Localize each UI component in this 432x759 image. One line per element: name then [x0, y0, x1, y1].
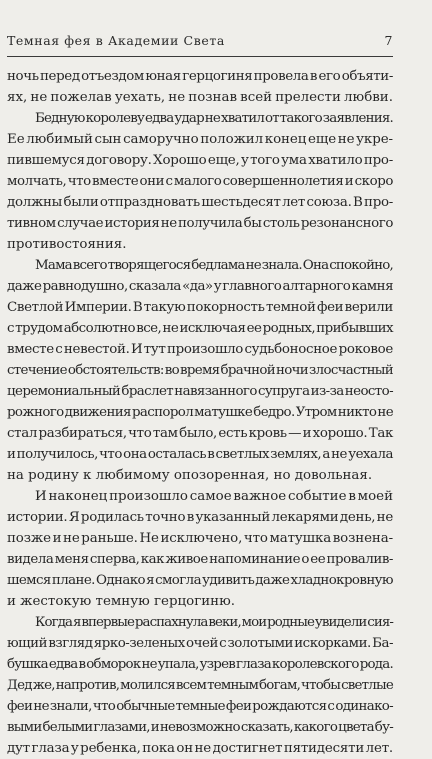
- text-line: феи не знали, что обычные темные феи рождаются с одинако-: [7, 699, 393, 714]
- running-head: [7, 33, 393, 51]
- text-line: Ее любимый сын саморучно положил конец еще не укре-: [7, 132, 393, 147]
- text-line: даже равнодушно, сказала «да» у главного алтарного камня: [7, 279, 393, 294]
- text-line: и получилось, что она осталась в светлых землях, а не уехала: [7, 447, 393, 462]
- text-line: Когда я впервые распахнула веки, мои родные увидели сия-: [35, 615, 393, 630]
- text-line: Светлой Империи. В такую покорность темной феи верили: [7, 300, 393, 315]
- text-line: дут глаза у ребенка, пока он не достигнет пятидесяти лет.: [7, 741, 393, 756]
- text-line: стал разбираться, что там было, есть кровь — и хорошо. Так: [7, 426, 393, 441]
- body-text: [7, 66, 393, 759]
- text-line: бушка едва в обморок не упала, узрев глаза королевского рода.: [7, 657, 393, 672]
- header-rule: [7, 56, 393, 57]
- text-line: позже и не раньше. Не исключено, что матушка вознена-: [7, 531, 393, 546]
- text-line: ях, не пожелав уехать, не познав всей прелести любви.: [7, 90, 393, 105]
- page-number: 7: [384, 33, 393, 48]
- text-line: пившемуся договору. Хорошо еще, у того ума хватило про-: [7, 153, 393, 168]
- text-line: молчать, что вместе они с малого совершеннолетия и скоро: [7, 174, 393, 189]
- running-head-title: Темная фея в Академии Света: [7, 33, 225, 48]
- text-line: Мама всего творящегося бедлама не знала. Она спокойно,: [35, 258, 393, 273]
- text-line: тивном случае история не получила бы столь резонансного: [7, 216, 393, 231]
- text-line: и жестокую темную герцогиню.: [7, 594, 235, 609]
- text-line: ночь перед отъездом юная герцогиня провела в его объяти-: [7, 69, 393, 84]
- text-line: ющий взгляд ярко-зеленых очей с золотыми искорками. Ба-: [7, 636, 394, 651]
- text-line: И наконец произошло самое важное событие в моей: [35, 489, 393, 504]
- text-line: видела меня сперва, как живое напоминание о ее провалив-: [7, 552, 393, 567]
- text-line: стечение обстоятельств: во время брачной ночи злосчастный: [7, 363, 393, 378]
- text-line: должны были отпраздновать шестьдесят лет союза. В про-: [7, 195, 393, 210]
- text-line: с трудом абсолютно все, не исключая ее родных, прибывших: [7, 321, 393, 336]
- text-line: истории. Я родилась точно в указанный лекарями день, не: [7, 510, 393, 525]
- text-line: шемся плане. Однако я смогла удивить даже хладнокровную: [7, 573, 393, 588]
- text-line: Бедную королеву едва удар не хватил от такого заявления.: [35, 111, 393, 126]
- text-line: противостояния.: [7, 237, 127, 252]
- text-line: выми белыми глазами, и невозможно сказать, какого цвета бу-: [7, 720, 393, 735]
- text-line: церемониальный браслет навязанного супруга из-за неосто-: [7, 384, 393, 399]
- text-line: Дед же, напротив, молился всем темным богам, чтобы светлые: [7, 678, 393, 693]
- text-line: вместе с невестой. И тут произошло судьбоносное роковое: [7, 342, 393, 357]
- text-line: на родину к любимому опозоренная, но довольная.: [7, 468, 373, 483]
- text-line: рожного движения распорол матушке бедро. Утром никто не: [7, 405, 393, 420]
